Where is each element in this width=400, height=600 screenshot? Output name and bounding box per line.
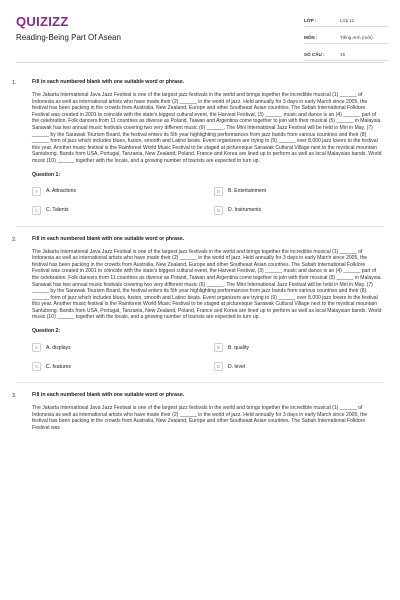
question-instruction: Fill in each numbered blank with one suitable word or phrase. (32, 79, 185, 85)
option-text: B. quality (228, 344, 249, 351)
meta-row-question-count (304, 48, 388, 61)
option-b[interactable] (214, 342, 384, 353)
option-letter-box: B (214, 343, 223, 352)
reading-passage: The Jakarta International Java Jazz Festival is one of the largest jazz festivals in the world and brings together the incredible musical (1) ______ of Indonesia as well as international artists who have made their (2) ______ in the world of jazz. Held annually for 3 days in early March since 2005, the festival has been packing in the crowds from Australia, New Zealand, Europe and other Southeast Asian countries. The Sabah International Folklore Festival was (32, 405, 368, 431)
reading-passage: The Jakarta International Java Jazz Festival is one of the largest jazz festivals in the world and brings together the incredible musical (1) ______ of Indonesia as well as international artists who have made their (2) ______ in the world of jazz. Held annually for 3 days in early March since 2005, the festival has been packing in the crowds from Australia, New Zealand, Europe and other Southeast Asian countries. The Sabah International Folklore Festival was created in 2001 to coincide with the state's biggest cultural event, the Harvest Festival, (3) ______ music and dance is an (4) ______ part of the celebration. Folk dancers from 11 countries as diverse as Poland, Taiwan and Argentina come together to join with their musical (5) ______ in Malaysia. Sarawak has two annual music festivals covering two very different music (6) ______. The Mini International Jazz Festival will be held in Miri in May. (7) ______ by the Sarawak Tourism Board, the festival enters its 5th year highlighting performances from jazz bands from various countries and their (8) ______ form of jazz which includes blues, fusion, smooth and Latino beats. Event organizers are trying to (9) ______ over 8,000 jazz lovers to the festival this year. Another music festival is the Rainforest World Music Festival to be staged at picturesque Sarawak Cultural Village next to the mystical mountain Santubong. Bands from USA, Portugal, Tanzania, New Zealand, Poland, France and Korea are lined up to perform as well as local Malaysian bands. World music (10) ______ together with the locals, and a growing number of tourists are expected to turn up. (32, 92, 382, 164)
meta-value: 15 (340, 51, 346, 57)
answer-options (32, 186, 384, 216)
question-label: Question 2: (32, 328, 61, 335)
option-letter-box: C (32, 362, 41, 371)
option-text: D. level (228, 363, 245, 370)
option-text: C. Talents (46, 207, 69, 214)
worksheet-title: Reading-Being Part Of Asean (16, 33, 121, 42)
option-letter-box: A (32, 187, 41, 196)
option-letter-box: D (214, 362, 223, 371)
worksheet-meta (304, 14, 388, 65)
option-a[interactable] (32, 186, 202, 197)
question-number: 3. (12, 393, 17, 400)
option-text: B. Entertainment (228, 188, 266, 195)
worksheet-header (0, 0, 400, 60)
question-instruction: Fill in each numbered blank with one suitable word or phrase. (32, 235, 185, 242)
meta-row-subject (304, 31, 388, 44)
option-letter-box: B (214, 187, 223, 196)
answer-options (32, 342, 384, 372)
question-list (0, 70, 400, 431)
meta-label: LỚP : (304, 17, 317, 23)
question-instruction: Fill in each numbered blank with one suitable word or phrase. (32, 392, 185, 399)
option-text: A. displays (46, 344, 71, 351)
option-c[interactable] (32, 361, 202, 372)
option-c[interactable] (32, 205, 202, 216)
option-letter-box: D (214, 206, 223, 215)
option-text: A. Attractions (46, 188, 77, 195)
meta-label: SỐ CÂU : (304, 51, 325, 57)
question-number: 1. (12, 80, 17, 86)
question-3 (0, 383, 400, 431)
meta-label: MÔN : (304, 34, 318, 40)
question-number: 2. (12, 236, 17, 243)
header-divider (16, 62, 384, 63)
option-letter-box: C (32, 206, 41, 215)
option-a[interactable] (32, 342, 202, 353)
option-d[interactable] (214, 361, 384, 372)
quizizz-logo: QUIZIZZ (16, 14, 69, 29)
question-1 (0, 70, 400, 227)
reading-passage: The Jakarta International Java Jazz Festival is one of the largest jazz festivals in the world and brings together the incredible musical (1) ______ of Indonesia as well as international artists who have made their (2) ______ in the world of jazz. Held annually for 3 days in early March since 2005, the festival has been packing in the crowds from Australia, New Zealand, Europe and other Southeast Asian countries. The Sabah International Folklore Festival was created in 2001 to coincide with the state's biggest cultural event, the Harvest Festival, (3) ______ music and dance is an (4) ______ part of the celebration. Folk dancers from 11 countries as diverse as Poland, Taiwan and Argentina come together to join with their musical (5) ______ in Malaysia. Sarawak has two annual music festivals covering two very different music (6) ______. The Mini International Jazz Festival will be held in Miri in May. (7) ______ by the Sarawak Tourism Board, the festival enters its 5th year highlighting performances from jazz bands from various countries and their (8) ______ form of jazz which includes blues, fusion, smooth and Latino beats. Event organizers are trying to (9) ______ over 8,000 jazz lovers to the festival this year. Another music festival is the Rainforest World Music Festival to be staged at picturesque Sarawak Cultural Village next to the mystical mountain Santubong. Bands from USA, Portugal, Tanzania, New Zealand, Poland, France and Korea are lined up to perform as well as local Malaysian bands. World music (10) ______ together with the locals, and a growing number of tourists are expected to turn up. (32, 248, 382, 321)
question-label: Question 1: (32, 171, 61, 178)
question-2 (0, 227, 400, 384)
meta-row-class (304, 14, 388, 27)
option-d[interactable] (214, 205, 384, 216)
option-b[interactable] (214, 186, 384, 197)
meta-value: Tiếng Anh (mới) (340, 34, 373, 40)
meta-value: Lớp 11 (340, 17, 355, 23)
option-text: C. features (46, 363, 71, 370)
option-text: D. Instruments (228, 207, 262, 214)
option-letter-box: A (32, 343, 41, 352)
